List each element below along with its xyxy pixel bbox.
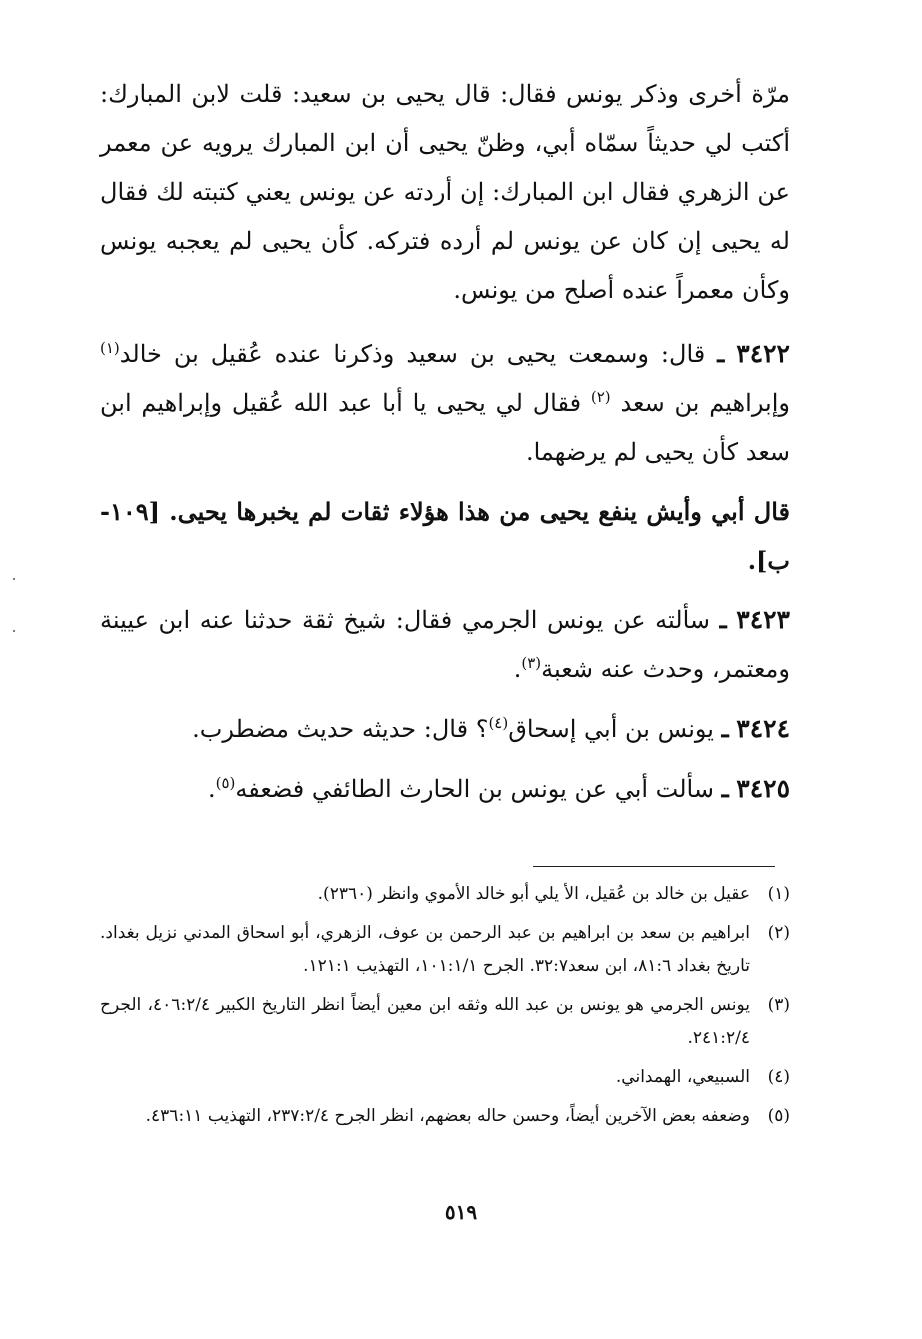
footnote-number: (١): [767, 884, 790, 904]
footnote-separator: [533, 866, 775, 867]
entry-text: سألت أبي عن يونس بن الحارث الطائفي فضعفه: [235, 775, 714, 803]
footnote-text: يونس الجرمي هو يونس بن عبد الله وثقه ابن معين أيضاً انظر التاريخ الكبير ٤٠٦:٢/٤، الجرح ٢٤١:٢/٤.: [100, 995, 750, 1048]
footnote-number: (٤): [767, 1067, 790, 1087]
entry-3425: ٣٤٢٥ ـ سألت أبي عن يونس بن الحارث الطائفي فضعفه$^{(٥)}$.: [207, 774, 790, 803]
entry-number: ٣٤٢٣: [736, 605, 790, 634]
entry-text: يونس بن أبي إسحاق: [508, 715, 714, 743]
entry-3422: ٣٤٢٢ ـ قال: وسمعت يحيى بن سعيد وذكرنا عنده عُقيل بن خالد$^{(١)}$ وإبراهيم بن سعد $^{(٢)}$ فقال لي يحيى يا أبا عبد الله عُقيل وإبراهيم ابن سعد كأن يحيى لم يرضهما.: [100, 339, 790, 466]
entry-number: ٣٤٢٤: [736, 714, 790, 743]
entry-text: فقال لي يحيى يا أبا عبد الله عُقيل وإبراهيم ابن سعد كأن يحيى لم يرضهما.: [100, 389, 790, 466]
footnote-ref: (٢): [590, 388, 611, 406]
footnote-ref: (٣): [521, 654, 542, 672]
footnote: [100, 1061, 790, 1094]
footnote-text: السبيعي، الهمداني.: [615, 1067, 750, 1087]
footnote-text: عقيل بن خالد بن عُقيل، الأ يلي أبو خالد الأموي وانظر (٢٣٦٠).: [317, 884, 750, 904]
footnote-ref: (١): [100, 339, 120, 357]
entry-3423: ٣٤٢٣ ـ سألته عن يونس الجرمي فقال: شيخ ثقة حدثنا عنه ابن عيينة ومعتمر، وحدث عنه شعبة$^{(٣)}$.: [100, 605, 790, 683]
footnote-ref: (٥): [215, 774, 236, 792]
entry-text: .: [513, 655, 522, 683]
page-number: ٥١٩: [444, 1200, 478, 1224]
entry-3424: ٣٤٢٤ ـ يونس بن أبي إسحاق$^{(٤)}$؟ قال: حديثه حديث مضطرب.: [192, 714, 790, 743]
footnote: [100, 989, 790, 1055]
scan-speck: [13, 630, 15, 632]
footnote-ref: (٤): [488, 714, 509, 732]
footnote: [100, 917, 790, 983]
entry-number: ٣٤٢٥: [736, 774, 790, 803]
paragraph-abi: قال أبي وأيش ينفع يحيى من هذا هؤلاء ثقات لم يخبرها يحيى. [١٠٩-ب].: [100, 497, 790, 575]
footnote-number: (٥): [767, 1106, 790, 1126]
entry-text: سألته عن يونس الجرمي فقال: شيخ ثقة حدثنا عنه ابن عيينة ومعتمر، وحدث عنه شعبة: [100, 606, 790, 683]
footnote: [100, 878, 790, 911]
entry-text: وإبراهيم بن سعد: [610, 389, 790, 417]
footnote-number: (٣): [767, 995, 790, 1015]
footnote-number: (٢): [767, 923, 790, 943]
footnote-text: وضعفه بعض الآخرين أيضاً، وحسن حاله بعضهم، انظر الجرح ٢٣٧:٢/٤، التهذيب ٤٣٦:١١.: [145, 1106, 750, 1126]
entry-text: ؟ قال: حديثه حديث مضطرب.: [192, 715, 489, 743]
footnote: [100, 1100, 790, 1133]
footnote-text: ابراهيم بن سعد بن ابراهيم بن عبد الرحمن بن عوف، الزهري، أبو اسحاق المدني نزيل بغداد. تاريخ بغداد ٨١:٦، ابن سعد٣٢:٧. الجرح ١٠١:١/١، التهذيب ١٢١:١.: [100, 923, 750, 976]
main-text: [100, 70, 790, 824]
entry-number: ٣٤٢٢: [736, 339, 790, 368]
entry-text: .: [207, 775, 216, 803]
entry-text: قال: وسمعت يحيى بن سعيد وذكرنا عنده عُقيل بن خالد: [119, 340, 706, 368]
paragraph-continuation: مرّة أخرى وذكر يونس فقال: قال يحيى بن سعيد: قلت لابن المبارك: أكتب لي حديثاً سمّاه أبي، وظنّ يحيى أن ابن المبارك يرويه عن معمر عن الزهري فقال ابن المبارك: إن أردته عن يونس يعني كتبته لك فقال له يحيى إن كان عن يونس لم أرده فتركه. كأن يحيى لم يعجبه يونس وكأن معمراً عنده أصلح من يونس.: [100, 80, 790, 304]
scan-speck: [13, 578, 15, 580]
footnotes: [100, 878, 790, 1139]
